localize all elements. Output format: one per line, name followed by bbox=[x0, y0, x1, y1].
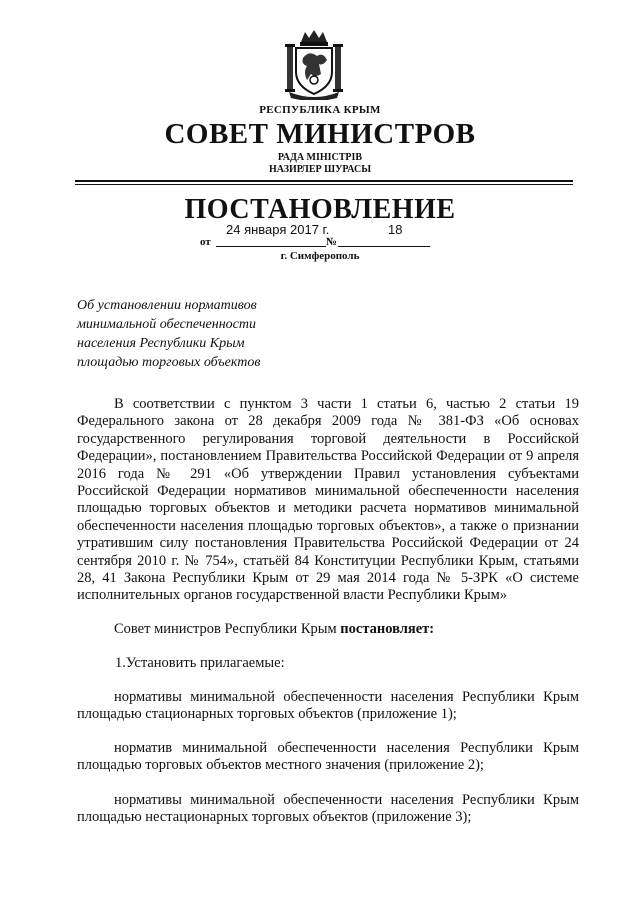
document-date: 24 января 2017 г. bbox=[226, 222, 330, 237]
coat-of-arms-icon bbox=[283, 28, 345, 100]
document-number: 18 bbox=[388, 222, 403, 237]
subject-line: Об установлении нормативов bbox=[77, 298, 257, 313]
list-item: нормативы минимальной обеспеченности населения Республики Крым площадью стационарных торговых объектов (приложение 1); bbox=[77, 689, 579, 723]
header-divider-thick bbox=[75, 180, 573, 182]
council-title-ukrainian: РАДА МІНІСТРІВ bbox=[277, 152, 363, 163]
decree-paragraph bbox=[77, 621, 579, 638]
list-item: норматив минимальной обеспеченности населения Республики Крым площадью торговых объектов местного значения (приложение 2); bbox=[77, 740, 579, 774]
item-1-paragraph bbox=[77, 655, 579, 672]
subject-line: площадью торговых объектов bbox=[77, 355, 261, 370]
decree-lead: Совет министров Республики Крым bbox=[114, 621, 337, 637]
council-title-crimean-tatar: НАЗИРЛЕР ШУРАСЫ bbox=[268, 164, 372, 175]
date-label: от bbox=[200, 236, 211, 248]
header-divider-thin bbox=[75, 184, 573, 185]
list-item: нормативы минимальной обеспеченности населения Республики Крым площадью нестационарных торговых объектов (приложение 3); bbox=[77, 792, 579, 826]
subject-line: населения Республики Крым bbox=[77, 336, 245, 351]
number-underline bbox=[338, 246, 430, 247]
number-label: № bbox=[326, 236, 338, 248]
document-type: ПОСТАНОВЛЕНИЕ bbox=[184, 194, 456, 225]
decree-verb: постановляет: bbox=[340, 621, 435, 637]
item-1-text: 1.Установить прилагаемые: bbox=[115, 655, 285, 671]
document-subject bbox=[77, 296, 337, 372]
preamble-paragraph: В соответствии с пунктом 3 части 1 статьи 6, частью 2 статьи 19 Федерального закона от 28 декабря 2009 года № 381-ФЗ «Об основах государственного регулирования торговой деятельности в Российской Федерации», постановлением Правительства Российской Федерации от 9 апреля 2016 года № 291 «Об утверждении Правил установления субъектами Российской Федерации нормативов минимальной обеспеченности населения площадью торговых объектов и методики расчета нормативов минимальной обеспеченности населения площадью торговых объектов», а также о признании утратившим силу постановления Правительства Российской Федерации от 24 сентября 2010 г. № 754», статьёй 84 Конституции Республики Крым, статьями 28, 41 Закона Республики Крым от 29 мая 2014 года № 5-ЗРК «О системе исполнительных органов государственной власти Республики Крым» bbox=[77, 396, 579, 604]
subject-line: минимальной обеспеченности bbox=[77, 317, 256, 332]
republic-name: РЕСПУБЛИКА КРЫМ bbox=[259, 104, 381, 116]
council-title: СОВЕТ МИНИСТРОВ bbox=[164, 118, 476, 150]
city: г. Симферополь bbox=[280, 250, 360, 262]
date-underline bbox=[216, 246, 326, 247]
